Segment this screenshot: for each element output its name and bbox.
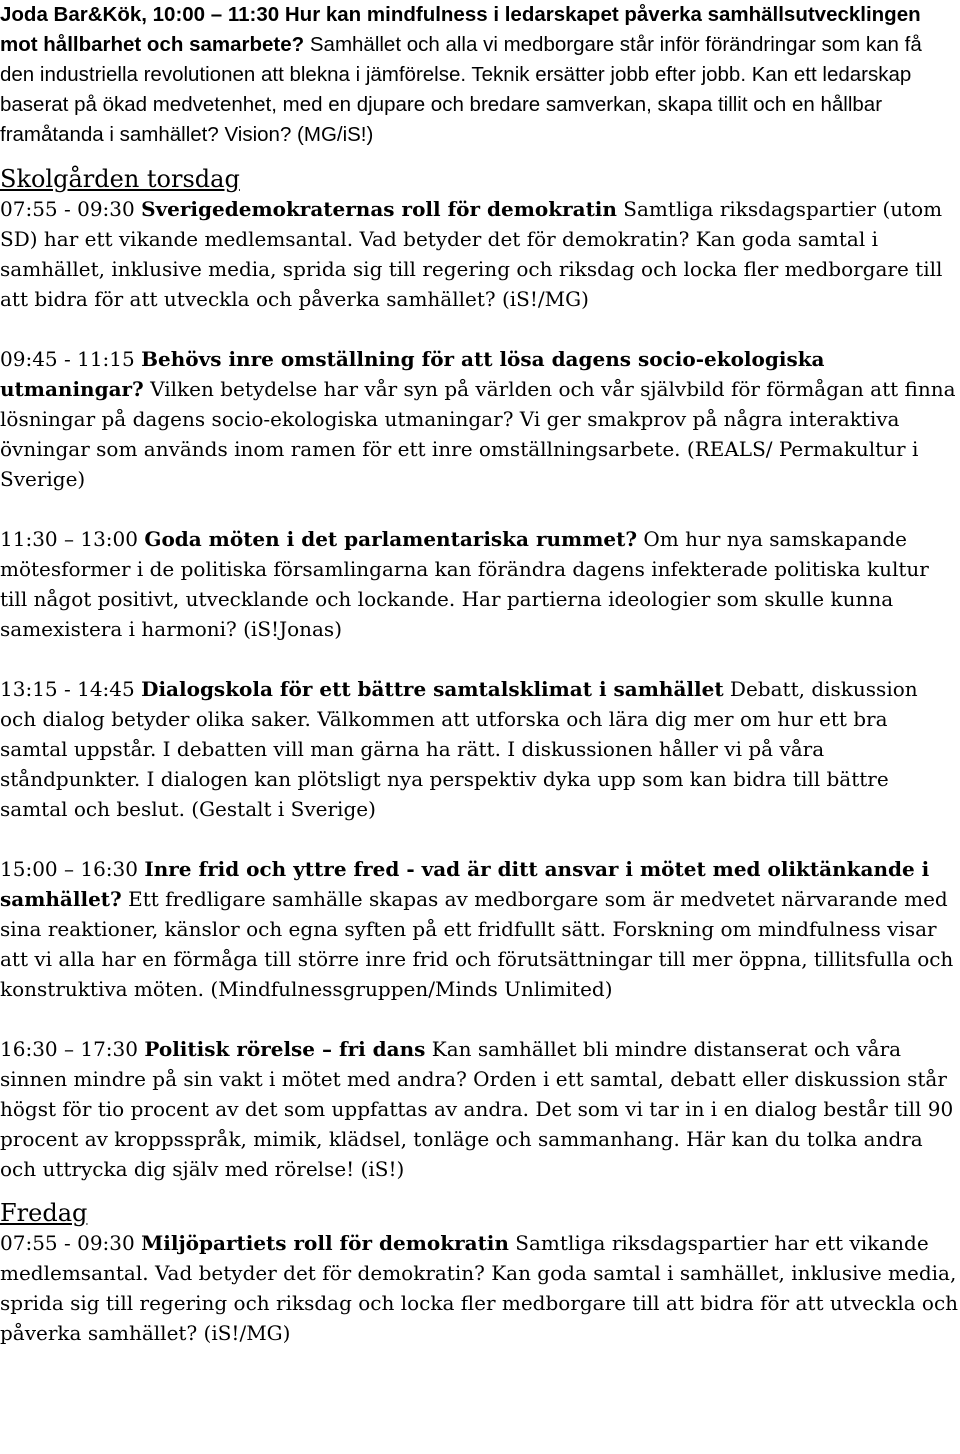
session-time: 15:00 – 16:30 <box>0 857 145 881</box>
session-description: Samtliga riksdagspartier har ett vikande medlemsantal. Vad betyder det för demokratin? Kan goda samtal i samhället, inklusive media, sprida sig till regering och riksdag och locka fler medborgare till att bidra för att utveckla och påverka samhället? (iS!/MG) <box>0 1231 959 1345</box>
session-title: Sverigedemokraternas roll för demokratin <box>141 197 617 221</box>
intro-text-2: Kan ett ledarskap baserat på ökad medvetenhet, med en djupare och bredare samverkan, skapa tillit och en hållbar framåtanda i samhället? Vision? (MG/iS!) <box>0 63 912 146</box>
session-title: Goda möten i det parlamentariska rummet? <box>144 527 638 551</box>
session-time: 09:45 - 11:15 <box>0 347 142 371</box>
session-friday-1 <box>0 1228 960 1348</box>
session-title: Inre frid och yttre fred - vad är ditt ansvar i mötet med oliktänkande i samhället? <box>0 857 930 911</box>
session-title: Behövs inre omställning för att lösa dagens socio-ekologiska utmaningar? <box>0 347 825 401</box>
session-description: Kan samhället bli mindre distanserat och våra sinnen mindre på sin vakt i mötet med andra? Orden i ett samtal, debatt eller diskussion står högst för tio procent av det som uppfattas av andra. Det som vi tar in i en dialog består till 90 procent av kroppsspråk, mimik, klädsel, tonläge och sammanhang. Här kan du tolka andra och uttrycka dig själv med rörelse! (iS!) <box>0 1037 954 1181</box>
session-thursday-6 <box>0 1034 960 1184</box>
friday-heading: Fredag <box>0 1199 88 1227</box>
session-description: Om hur nya samskapande mötesformer i de politiska församlingarna kan förändra dagens infekterade politiska kultur till något positivt, utvecklande och lockande. Har partierna ideologier som skulle kunna samexistera i harmoni? (iS!Jonas) <box>0 527 929 641</box>
session-description: Debatt, diskussion och dialog betyder olika saker. Välkommen att utforska och lära dig mer om hur ett bra samtal uppstår. I debatten vill man gärna ha rätt. I diskussionen håller vi på våra ståndpunkter. I dialogen kan plötsligt nya perspektiv dyka upp som kan bidra till bättre samtal och beslut. (Gestalt i Sverige) <box>0 677 918 821</box>
thursday-heading: Skolgården torsdag <box>0 165 240 193</box>
session-thursday-3 <box>0 524 960 644</box>
session-description: Ett fredligare samhälle skapas av medborgare som är medvetet närvarande med sina reaktioner, känslor och egna syften på ett fridfullt sätt. Forskning om mindfulness visar att vi alla har en förmåga till större inre frid och förutsättningar till mer öppna, tillitsfulla och konstruktiva möten. (Mindfulnessgruppen/Minds Unlimited) <box>0 887 954 1001</box>
intro-text: Samhället och alla vi medborgare står inför förändringar som kan få den industriella revolutionen att blekna i jämförelse. Teknik ersätter jobb efter jobb. <box>0 33 922 86</box>
session-description: Samtliga riksdagspartier (utom SD) har ett vikande medlemsantal. Vad betyder det för demokratin? Kan goda samtal i samhället, inklusive media, sprida sig till regering och riksdag och locka fler medborgare till att bidra för att utveckla och påverka samhället? (iS!/MG) <box>0 197 943 311</box>
session-time: 11:30 – 13:00 <box>0 527 145 551</box>
intro-title: Hur kan mindfulness i ledarskapet påverka samhällsutvecklingen mot hållbarhet och samarbete? <box>0 3 921 56</box>
session-time: 13:15 - 14:45 <box>0 677 142 701</box>
session-time: 07:55 - 09:30 <box>0 197 142 221</box>
session-thursday-2 <box>0 344 960 494</box>
session-thursday-1 <box>0 194 960 314</box>
session-time: 16:30 – 17:30 <box>0 1037 145 1061</box>
session-time: 07:55 - 09:30 <box>0 1231 142 1255</box>
session-title: Politisk rörelse – fri dans <box>144 1037 426 1061</box>
session-thursday-5 <box>0 854 960 1004</box>
session-title: Miljöpartiets roll för demokratin <box>141 1231 509 1255</box>
session-title: Dialogskola för ett bättre samtalsklimat i samhället <box>141 677 724 701</box>
session-thursday-4 <box>0 674 960 824</box>
intro-paragraph <box>0 0 960 150</box>
intro-venue-time: Joda Bar&Kök, 10:00 – 11:30 <box>0 3 285 26</box>
session-description: Vilken betydelse har vår syn på världen och vår självbild för förmågan att finna lösningar på dagens socio-ekologiska utmaningar? Vi ger smakprov på några interaktiva övningar som används inom ramen för ett inre omställningsarbete. (REALS/ Permakultur i Sverige) <box>0 377 956 491</box>
